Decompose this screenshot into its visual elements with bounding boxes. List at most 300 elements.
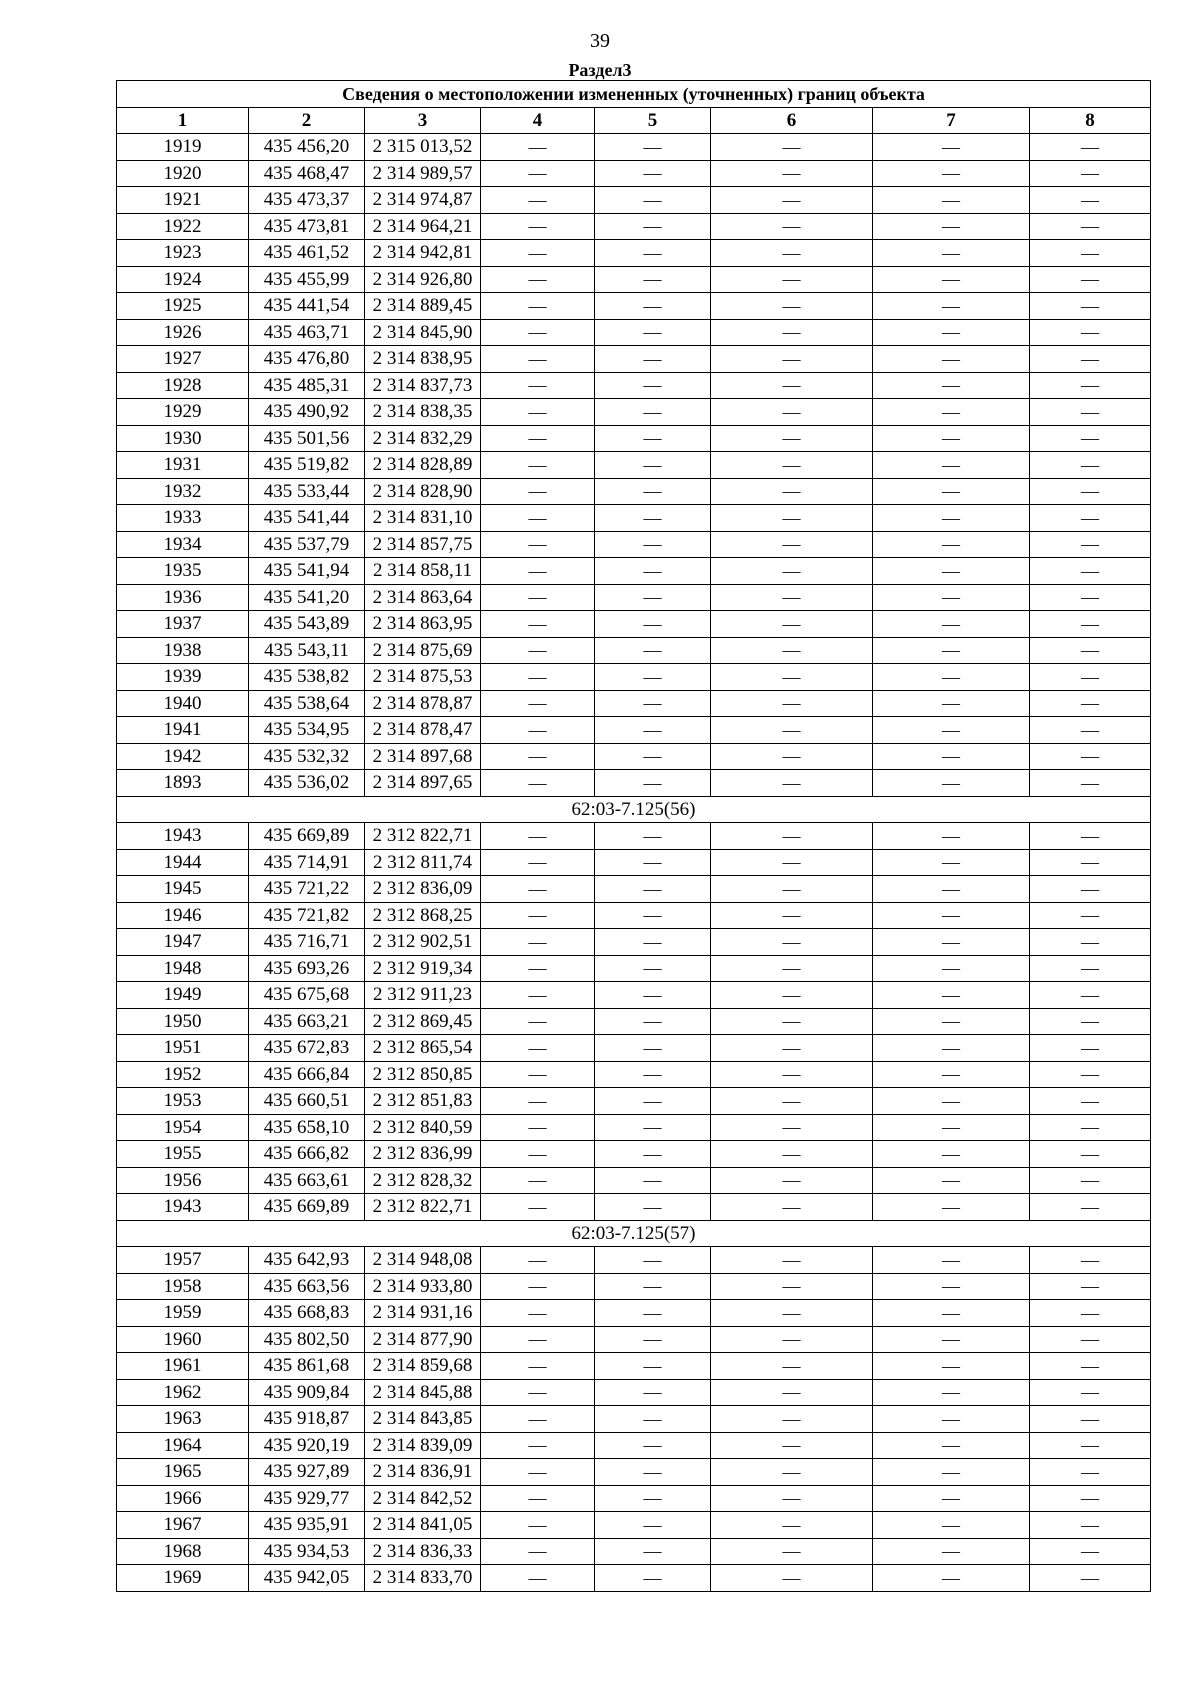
table-row bbox=[117, 1300, 1151, 1327]
point-number: 1937 bbox=[117, 611, 249, 638]
table-row bbox=[117, 611, 1151, 638]
empty-value-dash: — bbox=[1030, 902, 1151, 929]
empty-value-dash: — bbox=[481, 584, 595, 611]
empty-value-dash: — bbox=[711, 1406, 873, 1433]
empty-value-dash: — bbox=[481, 1008, 595, 1035]
empty-value-dash: — bbox=[595, 425, 711, 452]
x-coordinate: 435 942,05 bbox=[249, 1565, 365, 1592]
point-number: 1935 bbox=[117, 558, 249, 585]
empty-value-dash: — bbox=[711, 478, 873, 505]
empty-value-dash: — bbox=[1030, 1088, 1151, 1115]
y-coordinate: 2 312 851,83 bbox=[365, 1088, 481, 1115]
point-number: 1924 bbox=[117, 266, 249, 293]
empty-value-dash: — bbox=[711, 982, 873, 1009]
point-number: 1950 bbox=[117, 1008, 249, 1035]
empty-value-dash: — bbox=[595, 372, 711, 399]
table-row bbox=[117, 399, 1151, 426]
empty-value-dash: — bbox=[1030, 558, 1151, 585]
x-coordinate: 435 934,53 bbox=[249, 1538, 365, 1565]
x-coordinate: 435 929,77 bbox=[249, 1485, 365, 1512]
y-coordinate: 2 315 013,52 bbox=[365, 134, 481, 161]
x-coordinate: 435 666,82 bbox=[249, 1141, 365, 1168]
boundary-coordinates-table bbox=[116, 80, 1151, 1592]
empty-value-dash: — bbox=[481, 452, 595, 479]
empty-value-dash: — bbox=[711, 531, 873, 558]
empty-value-dash: — bbox=[873, 1459, 1030, 1486]
empty-value-dash: — bbox=[481, 187, 595, 214]
empty-value-dash: — bbox=[481, 399, 595, 426]
y-coordinate: 2 314 942,81 bbox=[365, 240, 481, 267]
empty-value-dash: — bbox=[595, 1008, 711, 1035]
x-coordinate: 435 476,80 bbox=[249, 346, 365, 373]
table-row bbox=[117, 1485, 1151, 1512]
y-coordinate: 2 314 875,69 bbox=[365, 637, 481, 664]
empty-value-dash: — bbox=[711, 637, 873, 664]
empty-value-dash: — bbox=[595, 478, 711, 505]
empty-value-dash: — bbox=[481, 849, 595, 876]
empty-value-dash: — bbox=[873, 1432, 1030, 1459]
table-row bbox=[117, 505, 1151, 532]
column-header: 6 bbox=[711, 107, 873, 134]
empty-value-dash: — bbox=[1030, 1300, 1151, 1327]
empty-value-dash: — bbox=[481, 1300, 595, 1327]
y-coordinate: 2 314 859,68 bbox=[365, 1353, 481, 1380]
empty-value-dash: — bbox=[595, 664, 711, 691]
x-coordinate: 435 485,31 bbox=[249, 372, 365, 399]
empty-value-dash: — bbox=[595, 1167, 711, 1194]
empty-value-dash: — bbox=[873, 346, 1030, 373]
point-number: 1954 bbox=[117, 1114, 249, 1141]
x-coordinate: 435 441,54 bbox=[249, 293, 365, 320]
y-coordinate: 2 312 840,59 bbox=[365, 1114, 481, 1141]
y-coordinate: 2 314 863,64 bbox=[365, 584, 481, 611]
empty-value-dash: — bbox=[481, 1167, 595, 1194]
empty-value-dash: — bbox=[481, 770, 595, 797]
table-row bbox=[117, 929, 1151, 956]
x-coordinate: 435 461,52 bbox=[249, 240, 365, 267]
empty-value-dash: — bbox=[595, 266, 711, 293]
empty-value-dash: — bbox=[1030, 213, 1151, 240]
y-coordinate: 2 314 875,53 bbox=[365, 664, 481, 691]
empty-value-dash: — bbox=[873, 982, 1030, 1009]
empty-value-dash: — bbox=[711, 1247, 873, 1274]
empty-value-dash: — bbox=[711, 611, 873, 638]
point-number: 1940 bbox=[117, 690, 249, 717]
empty-value-dash: — bbox=[711, 1326, 873, 1353]
y-coordinate: 2 314 832,29 bbox=[365, 425, 481, 452]
empty-value-dash: — bbox=[1030, 1035, 1151, 1062]
empty-value-dash: — bbox=[1030, 1141, 1151, 1168]
empty-value-dash: — bbox=[873, 1114, 1030, 1141]
empty-value-dash: — bbox=[1030, 1485, 1151, 1512]
empty-value-dash: — bbox=[1030, 346, 1151, 373]
empty-value-dash: — bbox=[481, 266, 595, 293]
column-header: 7 bbox=[873, 107, 1030, 134]
x-coordinate: 435 693,26 bbox=[249, 955, 365, 982]
empty-value-dash: — bbox=[481, 1035, 595, 1062]
empty-value-dash: — bbox=[873, 902, 1030, 929]
empty-value-dash: — bbox=[873, 1300, 1030, 1327]
table-row bbox=[117, 187, 1151, 214]
empty-value-dash: — bbox=[1030, 134, 1151, 161]
empty-value-dash: — bbox=[595, 452, 711, 479]
empty-value-dash: — bbox=[481, 478, 595, 505]
x-coordinate: 435 658,10 bbox=[249, 1114, 365, 1141]
table-row bbox=[117, 1459, 1151, 1486]
empty-value-dash: — bbox=[711, 452, 873, 479]
empty-value-dash: — bbox=[595, 1512, 711, 1539]
y-coordinate: 2 312 828,32 bbox=[365, 1167, 481, 1194]
point-number: 1942 bbox=[117, 743, 249, 770]
table-row bbox=[117, 1194, 1151, 1221]
empty-value-dash: — bbox=[481, 558, 595, 585]
empty-value-dash: — bbox=[711, 1538, 873, 1565]
x-coordinate: 435 538,82 bbox=[249, 664, 365, 691]
empty-value-dash: — bbox=[595, 1485, 711, 1512]
empty-value-dash: — bbox=[1030, 266, 1151, 293]
empty-value-dash: — bbox=[1030, 1008, 1151, 1035]
x-coordinate: 435 536,02 bbox=[249, 770, 365, 797]
point-number: 1933 bbox=[117, 505, 249, 532]
empty-value-dash: — bbox=[481, 902, 595, 929]
empty-value-dash: — bbox=[595, 1432, 711, 1459]
empty-value-dash: — bbox=[873, 1061, 1030, 1088]
x-coordinate: 435 538,64 bbox=[249, 690, 365, 717]
empty-value-dash: — bbox=[1030, 505, 1151, 532]
empty-value-dash: — bbox=[595, 319, 711, 346]
empty-value-dash: — bbox=[711, 346, 873, 373]
empty-value-dash: — bbox=[873, 1273, 1030, 1300]
y-coordinate: 2 314 838,35 bbox=[365, 399, 481, 426]
table-row bbox=[117, 1008, 1151, 1035]
empty-value-dash: — bbox=[481, 1538, 595, 1565]
empty-value-dash: — bbox=[711, 1061, 873, 1088]
x-coordinate: 435 935,91 bbox=[249, 1512, 365, 1539]
x-coordinate: 435 669,89 bbox=[249, 823, 365, 850]
empty-value-dash: — bbox=[1030, 372, 1151, 399]
empty-value-dash: — bbox=[595, 1379, 711, 1406]
empty-value-dash: — bbox=[1030, 1512, 1151, 1539]
empty-value-dash: — bbox=[711, 213, 873, 240]
y-coordinate: 2 314 931,16 bbox=[365, 1300, 481, 1327]
empty-value-dash: — bbox=[711, 823, 873, 850]
empty-value-dash: — bbox=[481, 346, 595, 373]
empty-value-dash: — bbox=[481, 1061, 595, 1088]
contour-identifier: 62:03-7.125(57) bbox=[117, 1220, 1151, 1247]
empty-value-dash: — bbox=[595, 240, 711, 267]
empty-value-dash: — bbox=[873, 240, 1030, 267]
empty-value-dash: — bbox=[481, 1459, 595, 1486]
point-number: 1952 bbox=[117, 1061, 249, 1088]
empty-value-dash: — bbox=[595, 1273, 711, 1300]
y-coordinate: 2 314 863,95 bbox=[365, 611, 481, 638]
empty-value-dash: — bbox=[711, 1485, 873, 1512]
empty-value-dash: — bbox=[481, 690, 595, 717]
empty-value-dash: — bbox=[711, 134, 873, 161]
empty-value-dash: — bbox=[873, 1167, 1030, 1194]
table-row bbox=[117, 1273, 1151, 1300]
page-number: 39 bbox=[590, 30, 610, 52]
y-coordinate: 2 314 831,10 bbox=[365, 505, 481, 532]
empty-value-dash: — bbox=[1030, 1538, 1151, 1565]
empty-value-dash: — bbox=[595, 955, 711, 982]
empty-value-dash: — bbox=[595, 1538, 711, 1565]
y-coordinate: 2 312 911,23 bbox=[365, 982, 481, 1009]
empty-value-dash: — bbox=[873, 505, 1030, 532]
empty-value-dash: — bbox=[873, 1326, 1030, 1353]
x-coordinate: 435 909,84 bbox=[249, 1379, 365, 1406]
empty-value-dash: — bbox=[873, 372, 1030, 399]
empty-value-dash: — bbox=[1030, 743, 1151, 770]
empty-value-dash: — bbox=[873, 1247, 1030, 1274]
empty-value-dash: — bbox=[873, 611, 1030, 638]
empty-value-dash: — bbox=[711, 1512, 873, 1539]
x-coordinate: 435 920,19 bbox=[249, 1432, 365, 1459]
empty-value-dash: — bbox=[711, 1035, 873, 1062]
table-row bbox=[117, 1247, 1151, 1274]
x-coordinate: 435 490,92 bbox=[249, 399, 365, 426]
empty-value-dash: — bbox=[1030, 1379, 1151, 1406]
point-number: 1951 bbox=[117, 1035, 249, 1062]
empty-value-dash: — bbox=[711, 1194, 873, 1221]
table-row bbox=[117, 558, 1151, 585]
x-coordinate: 435 714,91 bbox=[249, 849, 365, 876]
empty-value-dash: — bbox=[711, 505, 873, 532]
table-row bbox=[117, 1061, 1151, 1088]
empty-value-dash: — bbox=[711, 1008, 873, 1035]
x-coordinate: 435 541,20 bbox=[249, 584, 365, 611]
empty-value-dash: — bbox=[481, 1273, 595, 1300]
x-coordinate: 435 456,20 bbox=[249, 134, 365, 161]
empty-value-dash: — bbox=[595, 1061, 711, 1088]
empty-value-dash: — bbox=[1030, 584, 1151, 611]
x-coordinate: 435 668,83 bbox=[249, 1300, 365, 1327]
point-number: 1921 bbox=[117, 187, 249, 214]
table-row bbox=[117, 1538, 1151, 1565]
point-number: 1922 bbox=[117, 213, 249, 240]
empty-value-dash: — bbox=[595, 1141, 711, 1168]
point-number: 1928 bbox=[117, 372, 249, 399]
point-number: 1965 bbox=[117, 1459, 249, 1486]
point-number: 1920 bbox=[117, 160, 249, 187]
empty-value-dash: — bbox=[595, 876, 711, 903]
empty-value-dash: — bbox=[873, 187, 1030, 214]
y-coordinate: 2 314 897,68 bbox=[365, 743, 481, 770]
empty-value-dash: — bbox=[1030, 929, 1151, 956]
empty-value-dash: — bbox=[1030, 452, 1151, 479]
empty-value-dash: — bbox=[595, 929, 711, 956]
empty-value-dash: — bbox=[711, 1273, 873, 1300]
y-coordinate: 2 314 842,52 bbox=[365, 1485, 481, 1512]
column-header: 2 bbox=[249, 107, 365, 134]
empty-value-dash: — bbox=[873, 160, 1030, 187]
y-coordinate: 2 314 838,95 bbox=[365, 346, 481, 373]
empty-value-dash: — bbox=[1030, 637, 1151, 664]
table-row bbox=[117, 637, 1151, 664]
point-number: 1953 bbox=[117, 1088, 249, 1115]
empty-value-dash: — bbox=[711, 266, 873, 293]
empty-value-dash: — bbox=[711, 584, 873, 611]
empty-value-dash: — bbox=[481, 982, 595, 1009]
point-number: 1963 bbox=[117, 1406, 249, 1433]
table-row bbox=[117, 743, 1151, 770]
y-coordinate: 2 314 841,05 bbox=[365, 1512, 481, 1539]
table-row bbox=[117, 452, 1151, 479]
empty-value-dash: — bbox=[481, 929, 595, 956]
empty-value-dash: — bbox=[595, 1565, 711, 1592]
x-coordinate: 435 541,44 bbox=[249, 505, 365, 532]
point-number: 1956 bbox=[117, 1167, 249, 1194]
empty-value-dash: — bbox=[873, 1565, 1030, 1592]
empty-value-dash: — bbox=[873, 425, 1030, 452]
empty-value-dash: — bbox=[595, 611, 711, 638]
empty-value-dash: — bbox=[481, 1247, 595, 1274]
point-number: 1929 bbox=[117, 399, 249, 426]
empty-value-dash: — bbox=[1030, 1194, 1151, 1221]
empty-value-dash: — bbox=[1030, 531, 1151, 558]
empty-value-dash: — bbox=[481, 664, 595, 691]
group-header-row bbox=[117, 1220, 1151, 1247]
empty-value-dash: — bbox=[711, 849, 873, 876]
empty-value-dash: — bbox=[481, 823, 595, 850]
y-coordinate: 2 312 822,71 bbox=[365, 1194, 481, 1221]
point-number: 1926 bbox=[117, 319, 249, 346]
point-number: 1958 bbox=[117, 1273, 249, 1300]
empty-value-dash: — bbox=[711, 372, 873, 399]
empty-value-dash: — bbox=[711, 902, 873, 929]
contour-identifier: 62:03-7.125(56) bbox=[117, 796, 1151, 823]
empty-value-dash: — bbox=[711, 319, 873, 346]
table-row bbox=[117, 293, 1151, 320]
empty-value-dash: — bbox=[595, 849, 711, 876]
x-coordinate: 435 918,87 bbox=[249, 1406, 365, 1433]
y-coordinate: 2 312 836,99 bbox=[365, 1141, 481, 1168]
point-number: 1932 bbox=[117, 478, 249, 505]
x-coordinate: 435 473,37 bbox=[249, 187, 365, 214]
empty-value-dash: — bbox=[595, 584, 711, 611]
x-coordinate: 435 532,32 bbox=[249, 743, 365, 770]
table-row bbox=[117, 717, 1151, 744]
x-coordinate: 435 663,56 bbox=[249, 1273, 365, 1300]
empty-value-dash: — bbox=[595, 160, 711, 187]
x-coordinate: 435 537,79 bbox=[249, 531, 365, 558]
x-coordinate: 435 663,61 bbox=[249, 1167, 365, 1194]
empty-value-dash: — bbox=[595, 1353, 711, 1380]
y-coordinate: 2 314 897,65 bbox=[365, 770, 481, 797]
empty-value-dash: — bbox=[481, 955, 595, 982]
point-number: 1947 bbox=[117, 929, 249, 956]
empty-value-dash: — bbox=[1030, 1406, 1151, 1433]
empty-value-dash: — bbox=[711, 558, 873, 585]
empty-value-dash: — bbox=[1030, 1432, 1151, 1459]
empty-value-dash: — bbox=[595, 1088, 711, 1115]
empty-value-dash: — bbox=[595, 1300, 711, 1327]
table-row bbox=[117, 160, 1151, 187]
table-row bbox=[117, 478, 1151, 505]
y-coordinate: 2 312 811,74 bbox=[365, 849, 481, 876]
empty-value-dash: — bbox=[595, 346, 711, 373]
empty-value-dash: — bbox=[1030, 690, 1151, 717]
empty-value-dash: — bbox=[711, 1300, 873, 1327]
table-row bbox=[117, 1326, 1151, 1353]
empty-value-dash: — bbox=[595, 213, 711, 240]
y-coordinate: 2 312 919,34 bbox=[365, 955, 481, 982]
x-coordinate: 435 519,82 bbox=[249, 452, 365, 479]
empty-value-dash: — bbox=[595, 399, 711, 426]
empty-value-dash: — bbox=[595, 1114, 711, 1141]
empty-value-dash: — bbox=[481, 1512, 595, 1539]
empty-value-dash: — bbox=[481, 531, 595, 558]
point-number: 1957 bbox=[117, 1247, 249, 1274]
empty-value-dash: — bbox=[873, 664, 1030, 691]
y-coordinate: 2 312 869,45 bbox=[365, 1008, 481, 1035]
empty-value-dash: — bbox=[1030, 717, 1151, 744]
point-number: 1955 bbox=[117, 1141, 249, 1168]
group-header-row bbox=[117, 796, 1151, 823]
y-coordinate: 2 312 836,09 bbox=[365, 876, 481, 903]
empty-value-dash: — bbox=[711, 770, 873, 797]
empty-value-dash: — bbox=[873, 770, 1030, 797]
empty-value-dash: — bbox=[595, 1406, 711, 1433]
empty-value-dash: — bbox=[481, 425, 595, 452]
table-caption: Сведения о местоположении измененных (уточненных) границ объекта bbox=[117, 81, 1151, 108]
empty-value-dash: — bbox=[481, 1485, 595, 1512]
empty-value-dash: — bbox=[711, 955, 873, 982]
table-row bbox=[117, 982, 1151, 1009]
point-number: 1969 bbox=[117, 1565, 249, 1592]
y-coordinate: 2 314 877,90 bbox=[365, 1326, 481, 1353]
column-number-row bbox=[117, 107, 1151, 134]
empty-value-dash: — bbox=[711, 1114, 873, 1141]
empty-value-dash: — bbox=[873, 213, 1030, 240]
x-coordinate: 435 669,89 bbox=[249, 1194, 365, 1221]
point-number: 1944 bbox=[117, 849, 249, 876]
empty-value-dash: — bbox=[595, 134, 711, 161]
point-number: 1948 bbox=[117, 955, 249, 982]
empty-value-dash: — bbox=[711, 293, 873, 320]
empty-value-dash: — bbox=[481, 1353, 595, 1380]
point-number: 1923 bbox=[117, 240, 249, 267]
column-header: 5 bbox=[595, 107, 711, 134]
empty-value-dash: — bbox=[1030, 293, 1151, 320]
empty-value-dash: — bbox=[873, 1141, 1030, 1168]
empty-value-dash: — bbox=[873, 558, 1030, 585]
y-coordinate: 2 314 839,09 bbox=[365, 1432, 481, 1459]
empty-value-dash: — bbox=[481, 505, 595, 532]
empty-value-dash: — bbox=[711, 1167, 873, 1194]
y-coordinate: 2 312 868,25 bbox=[365, 902, 481, 929]
table-row bbox=[117, 902, 1151, 929]
y-coordinate: 2 314 878,47 bbox=[365, 717, 481, 744]
empty-value-dash: — bbox=[1030, 187, 1151, 214]
y-coordinate: 2 314 926,80 bbox=[365, 266, 481, 293]
point-number: 1967 bbox=[117, 1512, 249, 1539]
empty-value-dash: — bbox=[873, 584, 1030, 611]
table-row bbox=[117, 319, 1151, 346]
x-coordinate: 435 473,81 bbox=[249, 213, 365, 240]
y-coordinate: 2 314 948,08 bbox=[365, 1247, 481, 1274]
empty-value-dash: — bbox=[1030, 1565, 1151, 1592]
empty-value-dash: — bbox=[873, 1035, 1030, 1062]
column-header: 4 bbox=[481, 107, 595, 134]
table-row bbox=[117, 1432, 1151, 1459]
table-row bbox=[117, 1512, 1151, 1539]
x-coordinate: 435 541,94 bbox=[249, 558, 365, 585]
table-row bbox=[117, 1114, 1151, 1141]
point-number: 1931 bbox=[117, 452, 249, 479]
x-coordinate: 435 463,71 bbox=[249, 319, 365, 346]
empty-value-dash: — bbox=[1030, 1167, 1151, 1194]
